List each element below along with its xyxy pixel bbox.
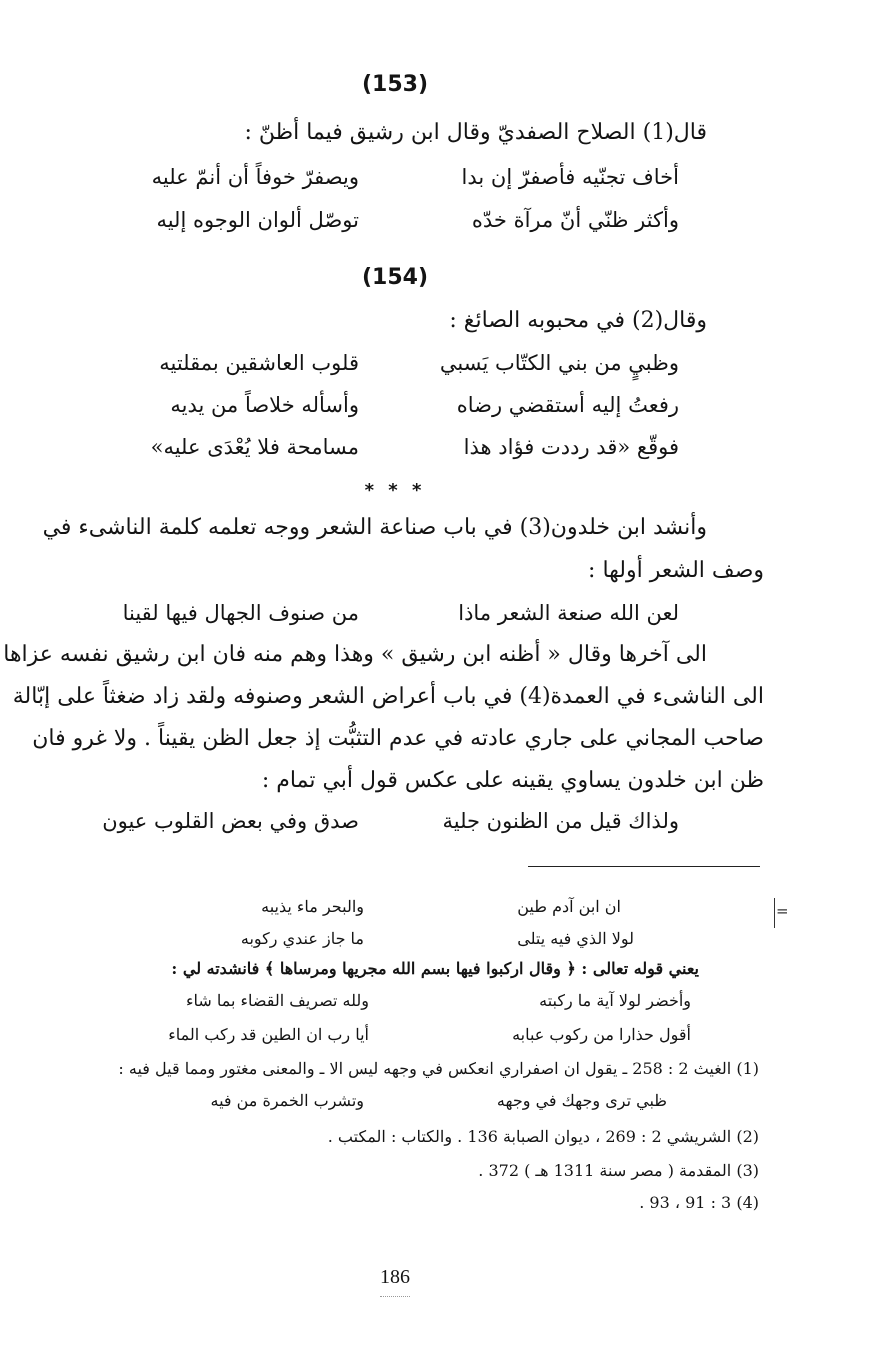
verse-153-2-second: توصّل ألوان الوجوه إليه — [156, 208, 359, 232]
body-verse2-first: ولذاك قيل من الظنون جلية — [442, 809, 679, 833]
section-heading-153: (153) — [361, 72, 429, 97]
verse-154-3-second: مسامحة فلا يُعْدَى عليه» — [150, 435, 359, 459]
body-para2-line1: الى آخرها وقال « أظنه ابن رشيق » وهذا وهم منه فان ابن رشيق نفسه عزاها — [3, 642, 707, 667]
fn-mid-verse-2-second: أيا رب ان الطين قد ركب الماء — [168, 1025, 369, 1044]
fn-quran-line: يعني قوله تعالى : ﴿ وقال اركبوا فيها بسم الله مجريها ومرساها ﴾ فانشدته لي : — [171, 959, 699, 978]
body-verse1-second: من صنوف الجهال فيها لقينا — [122, 601, 359, 625]
margin-bar — [774, 898, 775, 928]
fn-top-verse-2-first: لولا الذي فيه يتلى — [517, 929, 634, 948]
fn1-verse-second: وتشرب الخمرة من فيه — [210, 1091, 364, 1110]
body-para1-line2: وصف الشعر أولها : — [588, 558, 764, 583]
body-para2-line3: صاحب المجاني على جاري عادته في عدم التثبُّت إذ جعل الظن يقيناً . ولا غرو فان — [32, 726, 764, 751]
verse-153-1-second: ويصفرّ خوفاً أن أنمّ عليه — [151, 165, 359, 189]
fn-mid-verse-1-first: وأخضر لولا آية ما ركبته — [539, 991, 691, 1010]
footnote-1: (1) الغيث 2 : 258 ـ يقول ان اصفراري انعكس في وجهه ليس الا ـ والمعنى مغتور ومما قيل فيه : — [118, 1059, 759, 1078]
fn-mid-verse-2-first: أقول حذارا من ركوب عبابه — [512, 1025, 691, 1044]
fn-mid-verse-1-second: ولله تصريف القضاء بما شاء — [185, 991, 369, 1010]
footnote-2: (2) الشريشي 2 : 269 ، ديوان الصبابة 136 . والكتاب : المكتب . — [327, 1127, 759, 1146]
verse-154-3-first: فوقّع «قد رددت فؤاد هذا — [463, 435, 679, 459]
footnote-4: (4) 3 : 91 ، 93 . — [639, 1193, 759, 1212]
body-para2-line2: الى الناشىء في العمدة(4) في باب أعراض الشعر وصنوفه ولقد زاد ضغثاً على إبّالة — [12, 684, 764, 709]
section-153-intro: قال(1) الصلاح الصفديّ وقال ابن رشيق فيما أظنّ : — [244, 120, 707, 145]
footnote-separator-rule — [528, 866, 760, 867]
body-verse1-first: لعن الله صنعة الشعر ماذا — [458, 601, 679, 625]
section-154-intro: وقال(2) في محبوبه الصائغ : — [449, 308, 707, 333]
body-para2-line4: ظن ابن خلدون يساوي يقينه على عكس قول أبي تمام : — [261, 768, 764, 793]
margin-mark: = — [776, 902, 789, 920]
fn1-verse-first: ظبي ترى وجهك في وجهه — [496, 1091, 667, 1110]
page-number: 186 — [380, 1266, 410, 1288]
verse-154-2-first: رفعتُ إليه أستقضي رضاه — [456, 393, 679, 417]
verse-153-2-first: وأكثر ظنّي أنّ مرآة خدّه — [471, 208, 679, 232]
verse-154-1-first: وظبيٍ من بني الكتّاب يَسبي — [439, 351, 679, 375]
verse-153-1-first: أخاف تجنّيه فأصفرّ إن بدا — [461, 165, 679, 189]
fn-top-verse-1-first: ان ابن آدم طين — [517, 897, 621, 916]
section-heading-154: (154) — [361, 265, 429, 290]
verse-154-1-second: قلوب العاشقين بمقلتيه — [159, 351, 359, 375]
footnote-3: (3) المقدمة ( مصر سنة 1311 هـ ) 372 . — [478, 1161, 759, 1180]
body-verse2-second: صدق وفي بعض القلوب عيون — [102, 809, 359, 833]
fn-top-verse-2-second: ما جاز عندي ركوبه — [240, 929, 364, 948]
section-separator: * * * — [364, 480, 426, 501]
body-para1-line1: وأنشد ابن خلدون(3) في باب صناعة الشعر ووجه تعلمه كلمة الناشىء في — [42, 515, 707, 540]
fn-top-verse-1-second: والبحر ماء يذيبه — [261, 897, 364, 916]
verse-154-2-second: وأسأله خلاصاً من يديه — [170, 393, 359, 417]
page-number-underline — [380, 1296, 410, 1297]
